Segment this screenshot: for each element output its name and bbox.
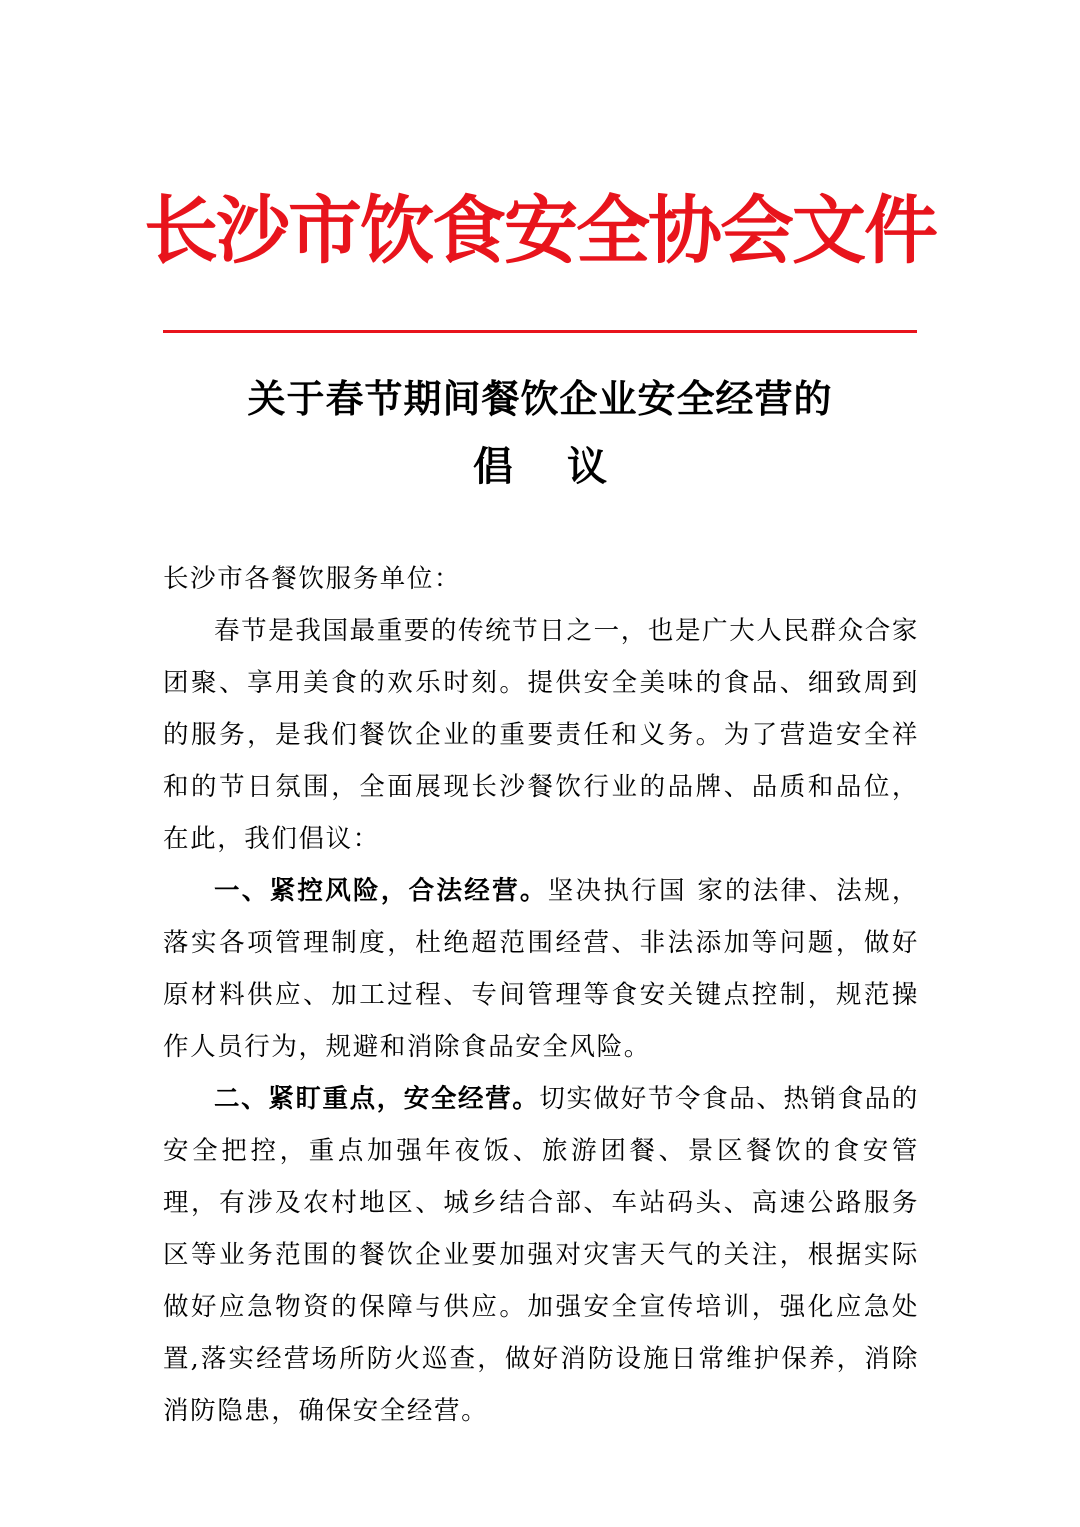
point-one-heading: 一、紧控风险，合法经营。 bbox=[214, 876, 548, 906]
document-title: 关于春节期间餐饮企业安全经营的 bbox=[247, 377, 833, 421]
point-two-heading: 二、紧盯重点，安全经营。 bbox=[214, 1084, 540, 1114]
issuing-org-header: 长沙市饮食安全协会文件 bbox=[144, 188, 936, 274]
document-title-subline: 倡 议 bbox=[473, 444, 607, 490]
red-divider-line bbox=[163, 330, 917, 333]
document-body bbox=[163, 553, 919, 1437]
point-two-text: 切实做好节令食品、热销食品的安全把控，重点加强年夜饭、旅游团餐、景区餐饮的食安管理，有涉及农村地区、城乡结合部、车站码头、高速公路服务区等业务范围的餐饮企业要加强对灾害天气的关注，根据实际做好应急物资的保障与供应。加强安全宣传培训，强化应急处置,落实经营场所防火巡查，做好消防设施日常维护保养，消除消防隐患，确保安全经营。 bbox=[163, 1084, 919, 1426]
intro-paragraph: 春节是我国最重要的传统节日之一，也是广大人民群众合家团聚、享用美食的欢乐时刻。提供安全美味的食品、细致周到的服务，是我们餐饮企业的重要责任和义务。为了营造安全祥和的节日氛围，全面展现长沙餐饮行业的品牌、品质和品位，在此，我们倡议： bbox=[163, 616, 919, 854]
salutation: 长沙市各餐饮服务单位： bbox=[163, 564, 462, 594]
point-two-paragraph bbox=[163, 1073, 919, 1437]
point-one-paragraph bbox=[163, 865, 919, 1073]
point-one-text: 坚决执行国 家的法律、法规，落实各项管理制度，杜绝超范围经营、非法添加等问题，做好原材料供应、加工过程、专间管理等食安关键点控制，规范操作人员行为，规避和消除食品安全风险。 bbox=[163, 876, 920, 1062]
